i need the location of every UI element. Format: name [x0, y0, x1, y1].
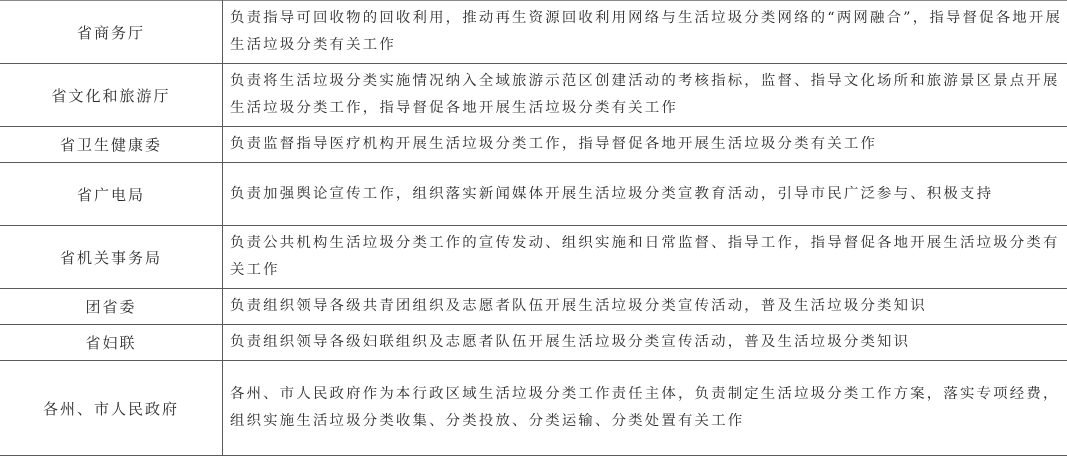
department-cell: 省卫生健康委 — [0, 127, 223, 163]
table-row — [0, 1, 1067, 64]
table-row — [0, 325, 1067, 361]
duty-cell: 负责公共机构生活垃圾分类工作的宣传发动、组织实施和日常监督、指导工作，指导督促各地开展生活垃圾分类有关工作 — [223, 226, 1067, 289]
table-row — [0, 226, 1067, 289]
department-cell: 省文化和旅游厅 — [0, 64, 223, 127]
department-cell: 各州、市人民政府 — [0, 361, 223, 456]
table-row — [0, 289, 1067, 325]
duty-cell: 负责加强舆论宣传工作，组织落实新闻媒体开展生活垃圾分类宣教育活动，引导市民广泛参与、积极支持 — [223, 163, 1067, 226]
duty-cell: 负责组织领导各级共青团组织及志愿者队伍开展生活垃圾分类宣传活动，普及生活垃圾分类知识 — [223, 289, 1067, 325]
department-cell: 省机关事务局 — [0, 226, 223, 289]
department-cell: 省广电局 — [0, 163, 223, 226]
duty-cell: 负责将生活垃圾分类实施情况纳入全域旅游示范区创建活动的考核指标，监督、指导文化场所和旅游景区景点开展生活垃圾分类工作，指导督促各地开展生活垃圾分类有关工作 — [223, 64, 1067, 127]
table-row — [0, 127, 1067, 163]
duty-cell: 负责指导可回收物的回收利用，推动再生资源回收利用网络与生活垃圾分类网络的“两网融合”，指导督促各地开展生活垃圾分类有关工作 — [223, 1, 1067, 64]
table-row — [0, 361, 1067, 456]
duty-cell: 各州、市人民政府作为本行政区域生活垃圾分类工作责任主体，负责制定生活垃圾分类工作方案，落实专项经费，组织实施生活垃圾分类收集、分类投放、分类运输、分类处置有关工作 — [223, 361, 1067, 456]
department-cell: 省妇联 — [0, 325, 223, 361]
table-row — [0, 163, 1067, 226]
department-cell: 省商务厅 — [0, 1, 223, 64]
table-row — [0, 64, 1067, 127]
duty-cell: 负责监督指导医疗机构开展生活垃圾分类工作，指导督促各地开展生活垃圾分类有关工作 — [223, 127, 1067, 163]
department-cell: 团省委 — [0, 289, 223, 325]
duty-cell: 负责组织领导各级妇联组织及志愿者队伍开展生活垃圾分类宣传活动，普及生活垃圾分类知识 — [223, 325, 1067, 361]
